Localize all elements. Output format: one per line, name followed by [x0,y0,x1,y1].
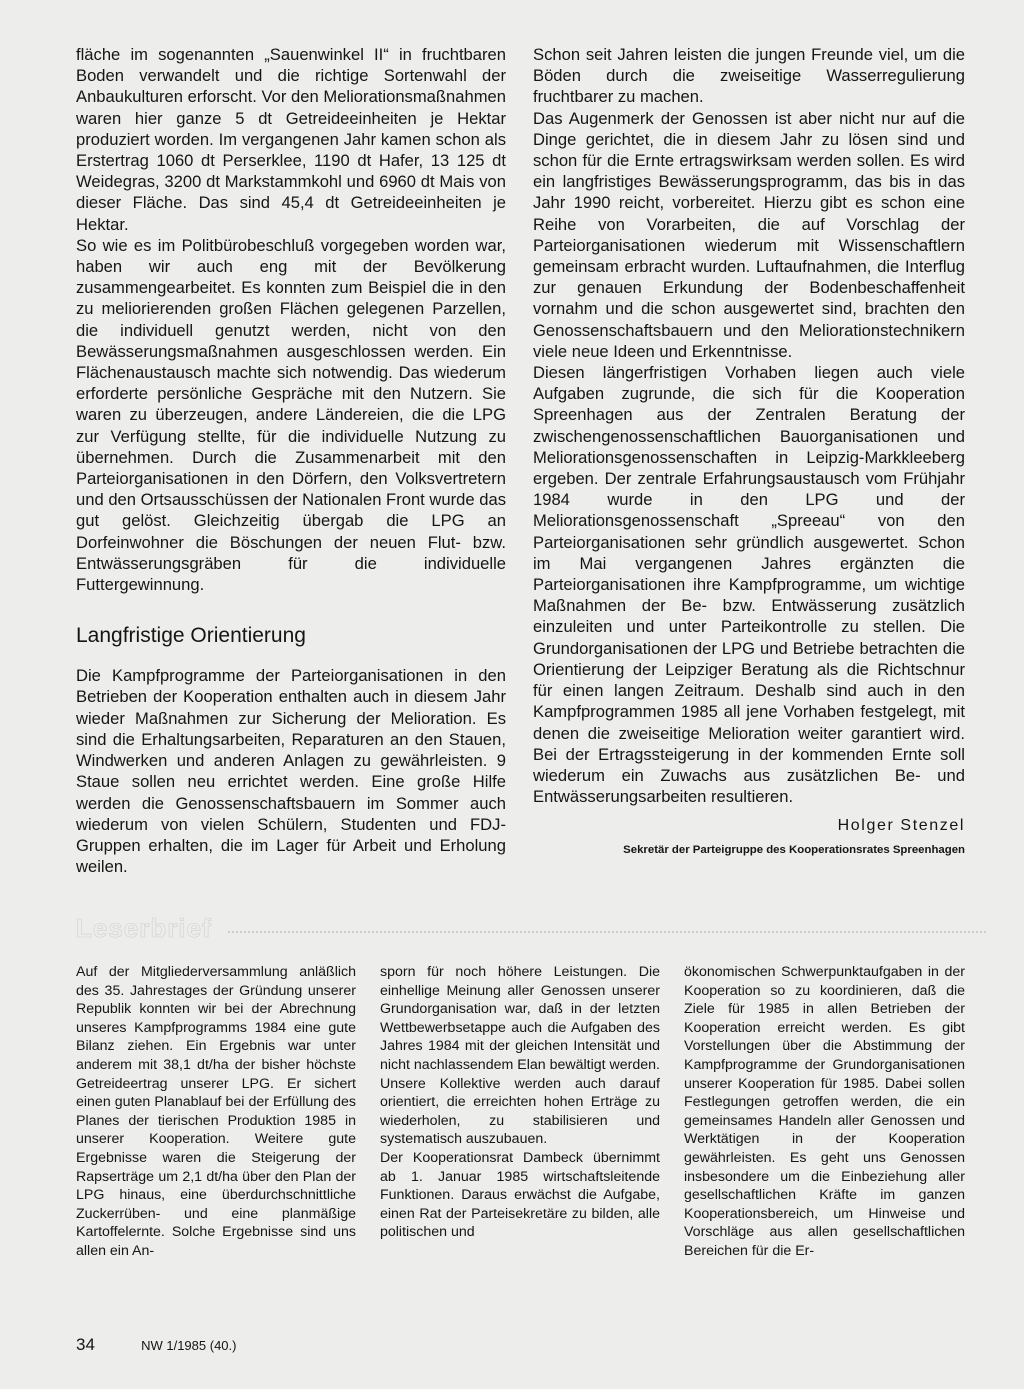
article-column-left [76,44,506,877]
letter-column-2 [380,963,660,1242]
issue-reference: NW 1/1985 (40.) [141,1338,237,1353]
author-role: Sekretär der Parteigruppe des Kooperationsrates Spreenhagen [623,844,965,857]
article-paragraph: So wie es im Politbürobeschluß vorgegeben worden war, haben wir auch eng mit der Bevölkerung zusammengearbeitet. Es konnten zum Beispiel die in den zu meliorierenden großen Flächen gelegenen Parzellen, die individuell genutzt werden, nicht von den Bewässerungsmaßnahmen ausgeschlossen werden. Ein Flächenaustausch machte sich notwendig. Das wiederum erforderte persönliche Gespräche mit den Nutzern. Sie waren zu überzeugen, andere Ländereien, die die LPG zur Verfügung stellte, für die individuelle Nutzung zu übernehmen. Durch die Zusammenarbeit mit den Parteiorganisationen in den Dörfern, den Volksvertretern und den Ortsausschüssen der Nationalen Front wurde das gut gelöst. Gleichzeitig übergab die LPG an Dorfeinwohner die Böschungen der neuen Flut- bzw. Entwässerungsgräben für die individuelle Futtergewinnung. [76,235,506,595]
article-paragraph: Diesen längerfristigen Vorhaben liegen auch viele Aufgaben zugrunde, die sich für die Kooperation Spreenhagen aus der Zentralen Beratung der zwischengenossenschaftlichen Bauorganisationen und Meliorationsgenossenschaften in Leipzig-Markkleeberg ergeben. Der zentrale Erfahrungsaustausch vom Frühjahr 1984 wurde in den LPG und der Meliorationsgenossenschaft „Spreeau“ von den Parteiorganisationen sehr gründlich ausgewertet. Schon im Mai vergangenen Jahres ergänzten die Parteiorganisationen ihre Kampfprogramme, um wichtige Maßnahmen der Be- bzw. Entwässerung zusätzlich einzuleiten und unter Parteikontrolle zu stellen. Die Grundorganisationen der LPG und Betriebe betrachten die Orientierung der Leipziger Beratung als die Richtschnur für einen langen Zeitraum. Deshalb sind auch in den Kampfprogrammen 1985 all jene Vorhaben festgelegt, mit denen die zweiseitige Melioration weiter garantiert wird. Bei der Ertragssteigerung in der kommenden Ernte soll wiederum ein Zuwachs aus zusätzlichen Be- und Entwässerungsarbeiten resultieren. [533,363,965,807]
author-name: Holger Stenzel [837,817,965,835]
letter-column-1 [76,963,356,1261]
page-footer [76,1335,236,1356]
section-heading: Langfristige Orientierung [76,624,306,648]
article-paragraph: Die Kampfprogramme der Parteiorganisationen in den Betrieben der Kooperation enthalten auch in diesem Jahr wieder Maßnahmen zur Sicherung der Melioration. Es sind die Erhaltungsarbeiten, Reparaturen an den Stauen, Windwerken und anderen Anlagen zu gewährleisten. 9 Staue sollen neu errichtet werden. Eine große Hilfe werden die Genossenschaftsbauern im Sommer auch wiederum von vielen Schülern, Studenten und FDJ-Gruppen erhalten, die im Lager für Arbeit und Erholung weilen. [76,666,506,877]
section-divider [228,931,986,933]
letter-paragraph: Der Kooperationsrat Dambeck übernimmt ab 1. Januar 1985 wirtschaftsleitende Funktionen. Daraus erwächst die Aufgabe, einen Rat der Parteisekretäre zu bilden, alle politischen und [380,1149,660,1241]
section-banner [76,914,986,942]
article-paragraph: Schon seit Jahren leisten die jungen Freunde viel, um die Böden durch die zweiseitige Wasserregulierung fruchtbarer zu machen. [533,45,965,107]
article-paragraph: Das Augenmerk der Genossen ist aber nicht nur auf die Dinge gerichtet, die in diesem Jahr zu lösen sind und schon für die Ernte ertragswirksam werden sollen. Es wird ein langfristiges Bewässerungsprogramm, das bis in das Jahr 1990 reicht, vorbereitet. Hierzu gibt es schon eine Reihe von Vorarbeiten, die auf Vorschlag der Parteiorganisationen wiederum mit Wissenschaftlern gemeinsam erbracht wurden. Luftaufnahmen, die Interflug zur genauen Erkundung der Bodenbeschaffenheit vornahm und die schon ausgewertet sind, brachten den Genossenschaftsbauern und den Meliorationstechnikern viele neue Ideen und Erkenntnisse. [533,108,965,361]
letter-paragraph: ökonomischen Schwerpunktaufgaben in der Kooperation so zu koordinieren, daß die Ziele für 1985 in allen Betrieben der Kooperation erreicht werden. Es gibt Vorstellungen über die Abstimmung der Kampfprogramme der Grundorganisationen unserer Kooperation für 1985. Dabei sollen Festlegungen getroffen werden, die ein gemeinsames Handeln aller Genossen und Werktätigen in der Kooperation gewährleisten. Es geht uns Genossen insbesondere um die Einbeziehung aller gesellschaftlichen Kräfte im ganzen Kooperationsbereich, um Hinweise und Vorschläge aus allen gesellschaftlichen Bereichen für die Er- [684,964,965,1259]
section-label: Leserbrief [76,913,212,943]
article-column-right [533,44,965,858]
letter-paragraph: sporn für noch höhere Leistungen. Die einhellige Meinung aller Genossen unserer Grundorganisation war, daß in der letzten Wettbewerbsetappe auch die Aufgaben des Jahres 1984 mit der gleichen Intensität und nicht nachlassendem Elan bewältigt werden. Unsere Kollektive werden auch darauf orientiert, die erreichten hohen Erträge zu wiederholen, zu stabilisieren und systematisch auszubauen. [380,964,660,1148]
letter-paragraph: Auf der Mitgliederversammlung anläßlich des 35. Jahrestages der Gründung unserer Republik konnten wir bei der Abrechnung unseres Kampfprogramms 1984 eine gute Bilanz ziehen. Ein Ergebnis war unter anderem mit 38,1 dt/ha der bisher höchste Getreideertrag unserer LPG. Er sichert einen guten Planablauf bei der Erfüllung des Planes der tierischen Produktion 1985 in unserer Kooperation. Weitere gute Ergebnisse waren die Steigerung der Rapserträge um 2,1 dt/ha über den Plan der LPG hinaus, eine überdurchschnittliche Zuckerrüben- und eine planmäßige Kartoffelernte. Solche Ergebnisse sind uns allen ein An- [76,964,356,1259]
letter-column-3 [684,963,965,1261]
article-paragraph: fläche im sogenannten „Sauenwinkel II“ in fruchtbaren Boden verwandelt und die richtige Sortenwahl der Anbaukulturen erforscht. Vor den Meliorationsmaßnahmen waren hier ganze 5 dt Getreideeinheiten je Hektar produziert worden. Im vergangenen Jahr kamen schon als Erstertrag 1060 dt Perserklee, 1190 dt Hafer, 13 125 dt Weidegras, 3200 dt Markstammkohl und 6960 dt Mais von dieser Fläche. Das sind 45,4 dt Getreideeinheiten je Hektar. [76,45,506,234]
page-number: 34 [76,1335,95,1354]
